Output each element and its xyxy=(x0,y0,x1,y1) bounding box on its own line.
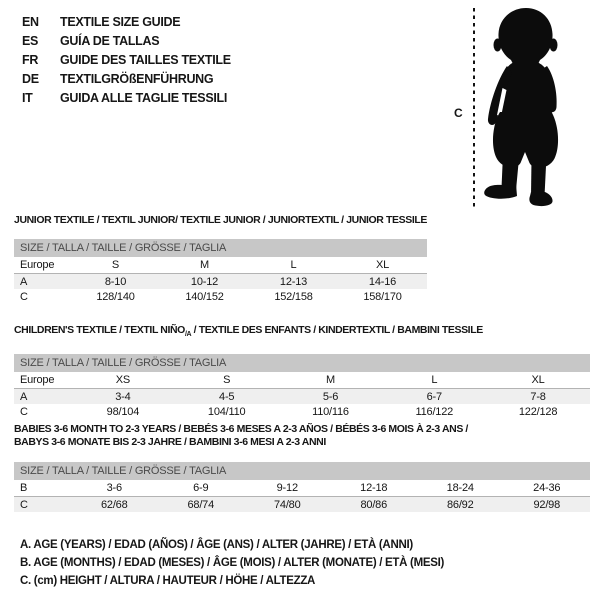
junior-table-section xyxy=(14,214,427,305)
table-cell: 24-36 xyxy=(533,482,561,494)
table-row xyxy=(14,289,427,305)
table-cell: 158/170 xyxy=(363,291,402,303)
legend xyxy=(20,536,444,590)
table-cell: 6-7 xyxy=(426,390,442,403)
table-cell: 74/80 xyxy=(273,498,301,511)
table-title-line2: BABYS 3-6 MONATE BIS 2-3 JAHRE / BAMBINI 3-6 MESI A 2-3 ANNI xyxy=(14,436,326,448)
table-cell: 92/98 xyxy=(533,498,561,511)
row-label: A xyxy=(20,275,28,288)
language-row xyxy=(22,51,231,70)
table-title-part: / TEXTILE DES ENFANTS / KINDERTEXTIL / BAMBINI TESSILE xyxy=(191,324,483,336)
size-header-bar: SIZE / TALLA / TAILLE / GRÖSSE / TAGLIA xyxy=(14,354,590,372)
language-code: IT xyxy=(22,91,33,105)
table-cell: 122/128 xyxy=(518,406,558,419)
table-title-line1: BABIES 3-6 MONTH TO 2-3 YEARS / BEBÉS 3-6 MESES A 2-3 AÑOS / BÉBÉS 3-6 MOIS À 2-3 ANS / xyxy=(14,423,468,435)
table-cell: 3-6 xyxy=(106,482,122,494)
language-row xyxy=(22,70,231,89)
language-row xyxy=(22,32,231,51)
table-title-part: CHILDREN'S TEXTILE / TEXTIL NIÑO xyxy=(14,324,185,336)
table-cell: 3-4 xyxy=(115,390,131,403)
table-body xyxy=(14,480,590,512)
language-code: ES xyxy=(22,34,39,48)
table-row xyxy=(14,404,590,420)
row-label: C xyxy=(20,498,28,511)
table-cell: L xyxy=(431,374,438,387)
table-body xyxy=(14,372,590,420)
language-list xyxy=(22,13,231,108)
language-code: EN xyxy=(22,15,39,29)
language-code: DE xyxy=(22,72,39,86)
table-cell: 12-13 xyxy=(279,275,308,288)
language-row xyxy=(22,13,231,32)
table-cell: M xyxy=(200,259,209,271)
size-header-bar: SIZE / TALLA / TAILLE / GRÖSSE / TAGLIA xyxy=(14,239,427,257)
language-row xyxy=(22,89,231,108)
table-cell: 6-9 xyxy=(193,482,209,494)
table-row xyxy=(14,388,590,404)
table-cell: 104/110 xyxy=(207,406,246,419)
language-title: GUIDE DES TAILLES TEXTILE xyxy=(60,53,231,67)
legend-line-c: C. (cm) HEIGHT / ALTURA / HAUTEUR / HÖHE / ALTEZZA xyxy=(20,575,316,587)
table-cell: XL xyxy=(531,374,545,387)
table-cell: 62/68 xyxy=(100,498,128,511)
table-cell: 68/74 xyxy=(187,498,215,511)
table-row xyxy=(14,480,590,496)
table-cell: 8-10 xyxy=(104,275,127,288)
language-title: TEXTILGRÖßENFÜHRUNG xyxy=(60,72,214,86)
table-cell: M xyxy=(326,374,335,387)
row-label: C xyxy=(20,291,28,303)
table-cell: 10-12 xyxy=(190,275,219,288)
size-header-bar: SIZE / TALLA / TAILLE / GRÖSSE / TAGLIA xyxy=(14,462,590,480)
language-title: GUIDA ALLE TAGLIE TESSILI xyxy=(60,91,228,105)
language-title: TEXTILE SIZE GUIDE xyxy=(60,15,181,29)
language-title: GUÍA DE TALLAS xyxy=(60,34,160,48)
table-cell: 9-12 xyxy=(276,482,298,494)
legend-line-a: A. AGE (YEARS) / EDAD (AÑOS) / ÂGE (ANS) / ALTER (JAHRE) / ETÀ (ANNI) xyxy=(20,539,413,551)
table-cell: L xyxy=(290,259,297,271)
table-cell: 152/158 xyxy=(274,291,313,303)
table-cell: S xyxy=(111,259,120,271)
babies-table-section xyxy=(14,423,590,512)
table-cell: 86/92 xyxy=(446,498,474,511)
row-label: A xyxy=(20,390,28,403)
table-cell: 128/140 xyxy=(96,291,135,303)
table-cell: 4-5 xyxy=(219,390,235,403)
children-table-section xyxy=(14,324,590,420)
table-cell: 12-18 xyxy=(360,482,388,494)
language-code: FR xyxy=(22,53,39,67)
row-label: Europe xyxy=(20,374,55,387)
row-label: Europe xyxy=(20,259,55,271)
baby-silhouette-image xyxy=(477,6,575,207)
table-row xyxy=(14,273,427,289)
row-label: C xyxy=(20,406,28,419)
table-cell: 7-8 xyxy=(530,390,546,403)
table-cell: 140/152 xyxy=(185,291,224,303)
table-title xyxy=(14,324,590,341)
table-cell: 98/104 xyxy=(106,406,140,419)
height-dashed-line xyxy=(473,8,475,207)
table-row xyxy=(14,496,590,512)
table-row xyxy=(14,372,590,388)
table-cell: 80/86 xyxy=(360,498,388,511)
table-cell: 110/116 xyxy=(312,406,349,419)
table-cell: S xyxy=(223,374,231,387)
table-title-subscript: /A xyxy=(184,331,192,339)
table-cell: 18-24 xyxy=(446,482,474,494)
table-cell: 5-6 xyxy=(322,390,339,403)
table-cell: XS xyxy=(115,374,131,387)
table-row xyxy=(14,257,427,273)
table-cell: 116/122 xyxy=(415,406,454,419)
table-body xyxy=(14,257,427,305)
height-label-c: C xyxy=(454,106,463,120)
table-cell: XL xyxy=(375,259,390,271)
table-title: JUNIOR TEXTILE / TEXTIL JUNIOR/ TEXTILE JUNIOR / JUNIORTEXTIL / JUNIOR TESSILE xyxy=(14,214,427,226)
row-label: B xyxy=(20,482,28,494)
table-cell: 14-16 xyxy=(368,275,397,288)
legend-line-b: B. AGE (MONTHS) / EDAD (MESES) / ÂGE (MOIS) / ALTER (MONATE) / ETÀ (MESI) xyxy=(20,557,445,569)
